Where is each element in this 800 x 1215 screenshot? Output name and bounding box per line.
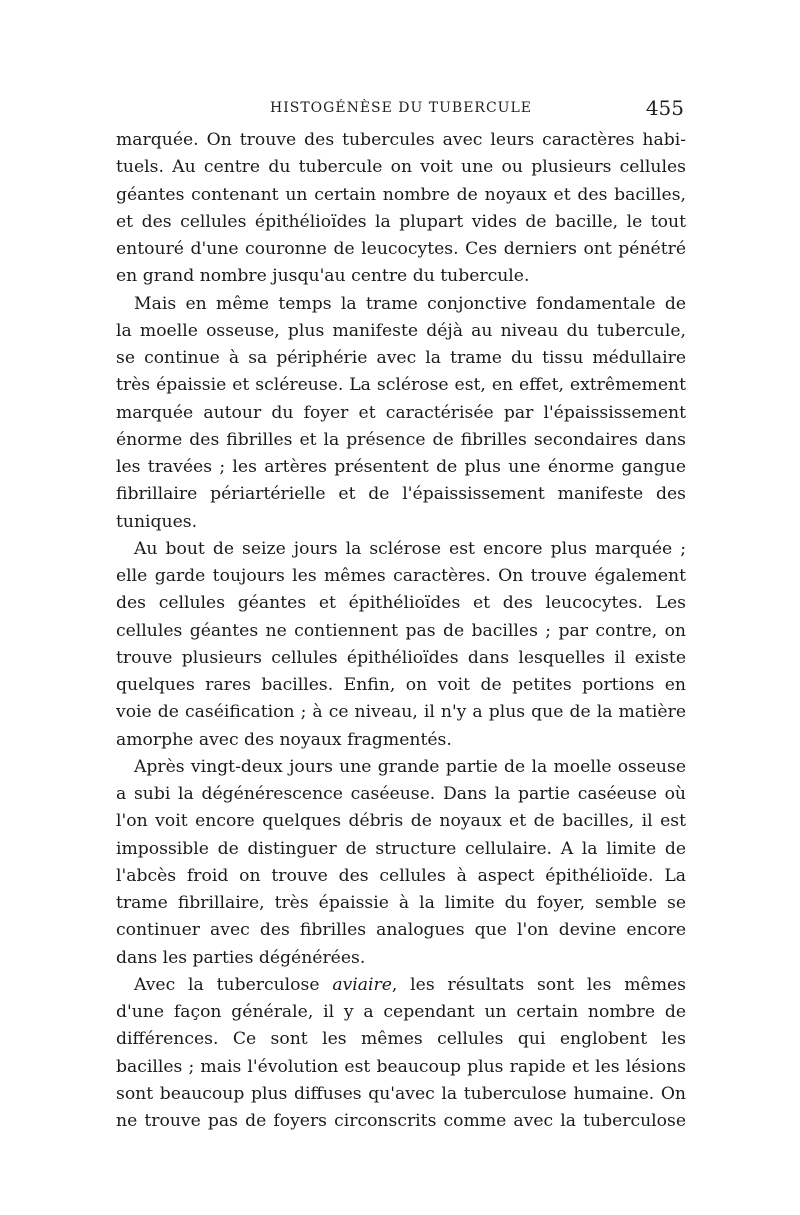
text-line: bacilles ; mais l'évolution est beaucoup plus rapide et les lésions xyxy=(116,1056,686,1077)
text-line: dans les parties dégénérées. xyxy=(116,947,366,968)
text-line: Avec la tuberculose aviaire, les résultats sont les mêmes xyxy=(134,974,686,995)
text-line: Après vingt-deux jours une grande partie de la moelle osseuse xyxy=(134,756,686,777)
page-number: 455 xyxy=(645,96,684,120)
text-line: cellules géantes ne contiennent pas de bacilles ; par contre, on xyxy=(116,620,686,641)
text-line: et des cellules épithélioïdes la plupart vides de bacille, le tout xyxy=(116,211,686,232)
text-line: en grand nombre jusqu'au centre du tubercule. xyxy=(116,266,530,287)
text-line: elle garde toujours les mêmes caractères. On trouve également xyxy=(116,566,686,586)
emphasis-aviaire: aviaire xyxy=(332,974,392,995)
text-line: entouré d'une couronne de leucocytes. Ces derniers ont pénétré xyxy=(116,239,686,259)
text-line: Mais en même temps la trame conjonctive fondamentale de xyxy=(134,293,686,314)
text-line: marquée. On trouve des tubercules avec leurs caractères habi- xyxy=(116,130,686,150)
text-line: différences. Ce sont les mêmes cellules qui englobent les xyxy=(116,1029,686,1050)
text-line: l'abcès froid on trouve des cellules à aspect épithélioïde. La xyxy=(116,865,686,886)
text-line: marquée autour du foyer et caractérisée par l'épaississement xyxy=(116,402,686,423)
text-line: la moelle osseuse, plus manifeste déjà au niveau du tubercule, xyxy=(116,320,686,341)
text-line: a subi la dégénérescence caséeuse. Dans la partie caséeuse où xyxy=(116,784,686,804)
text-line: géantes contenant un certain nombre de noyaux et des bacilles, xyxy=(116,184,686,205)
text-line: tuels. Au centre du tubercule on voit une ou plusieurs cellules xyxy=(116,157,686,178)
text-line: trame fibrillaire, très épaissie à la limite du foyer, semble se xyxy=(116,893,686,913)
text-line: énorme des fibrilles et la présence de fibrilles secondaires dans xyxy=(116,429,686,450)
text-line: quelques rares bacilles. Enfin, on voit de petites portions en xyxy=(116,675,686,695)
running-title: HISTOGÉNÈSE DU TUBERCULE xyxy=(270,100,532,116)
text-line: d'une façon générale, il y a cependant un certain nombre de xyxy=(116,1002,686,1022)
text-line: voie de caséification ; à ce niveau, il n'y a plus que de la matière xyxy=(116,702,686,723)
text-line: sont beaucoup plus diffuses qu'avec la tuberculose humaine. On xyxy=(116,1083,686,1104)
text-line: l'on voit encore quelques débris de noyaux et de bacilles, il est xyxy=(116,811,686,832)
text-line: continuer avec des fibrilles analogues que l'on devine encore xyxy=(116,920,686,941)
body-text xyxy=(116,127,686,1135)
text-line: trouve plusieurs cellules épithélioïdes dans lesquelles il existe xyxy=(116,647,686,668)
text-line: impossible de distinguer de structure cellulaire. A la limite de xyxy=(116,838,686,859)
text-line: se continue à sa périphérie avec la trame du tissu médullaire xyxy=(116,348,686,368)
text-line: amorphe avec des noyaux fragmentés. xyxy=(116,729,452,750)
text-line: fibrillaire périartérielle et de l'épaississement manifeste des xyxy=(116,484,686,505)
text-line: ne trouve pas de foyers circonscrits comme avec la tuberculose xyxy=(116,1111,686,1131)
text-line: Au bout de seize jours la sclérose est encore plus marquée ; xyxy=(134,538,686,559)
text-line: très épaissie et scléreuse. La sclérose est, en effet, extrêmement xyxy=(116,375,686,396)
text-line: les travées ; les artères présentent de plus une énorme gangue xyxy=(116,457,686,477)
text-line: tuniques. xyxy=(116,511,198,532)
text-line: des cellules géantes et épithélioïdes et des leucocytes. Les xyxy=(116,593,686,614)
running-head xyxy=(118,96,684,126)
